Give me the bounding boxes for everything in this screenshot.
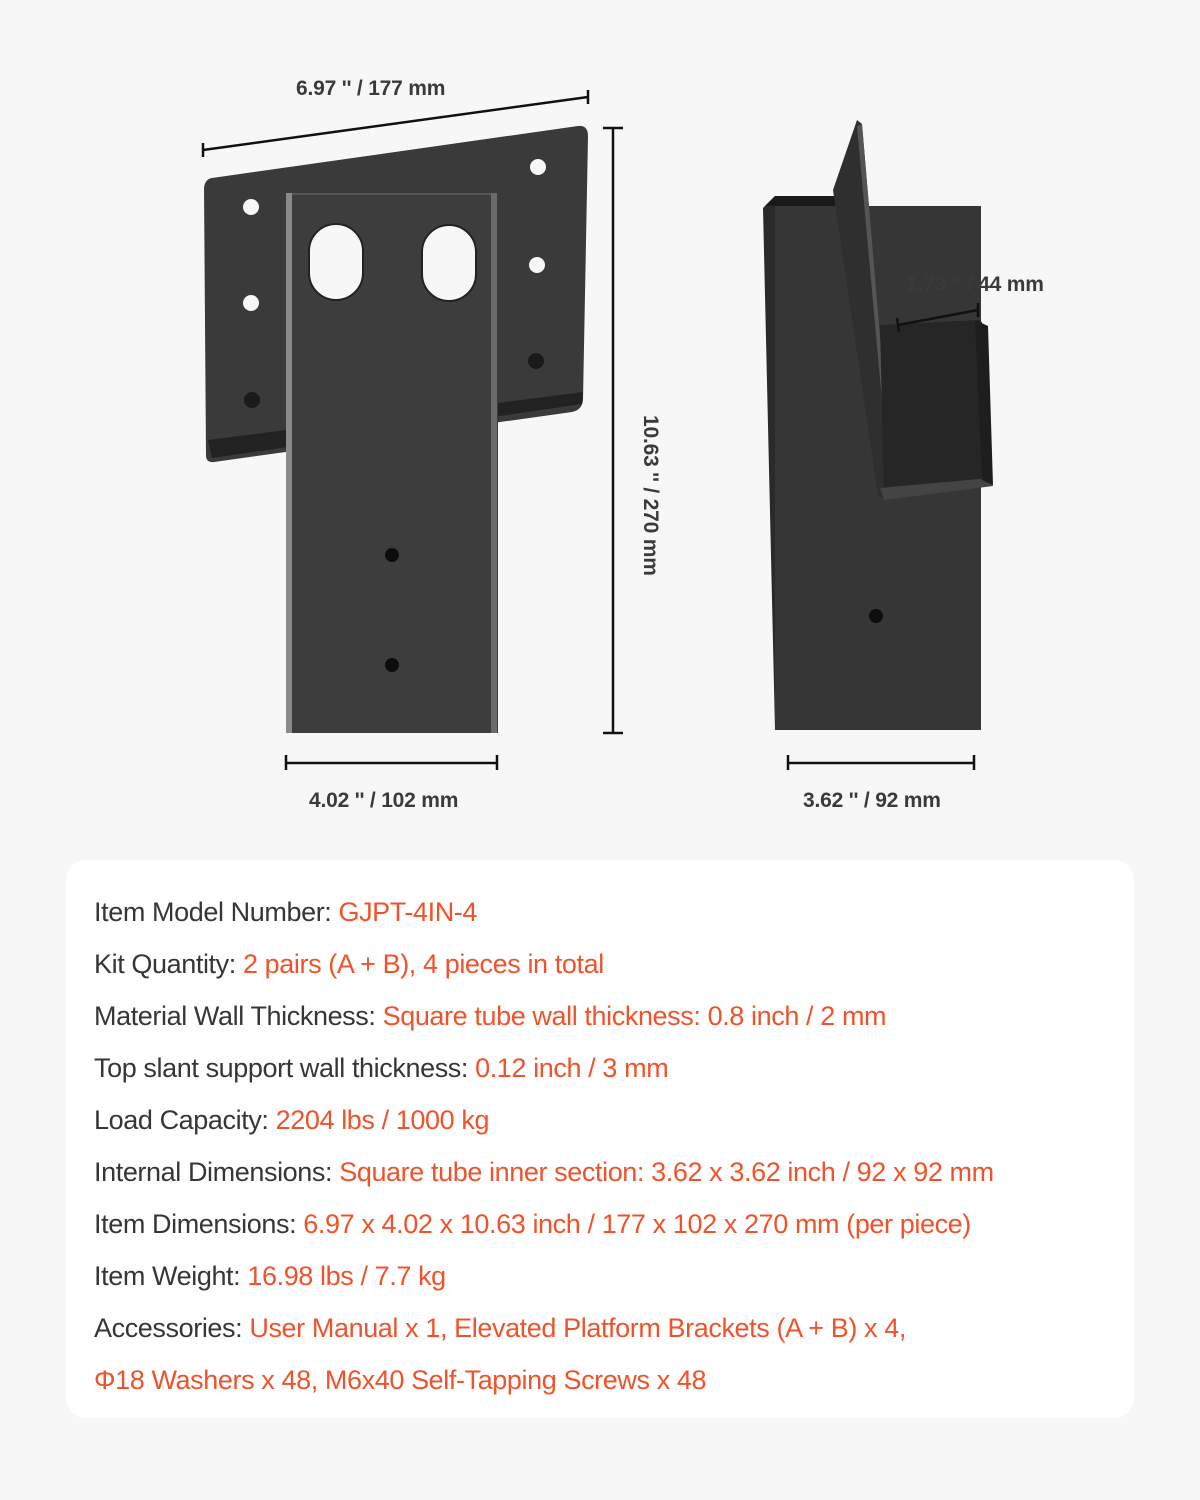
spec-row-material-wall-thickness [94,999,886,1033]
spec-row-item-weight [94,1259,446,1293]
spec-value: 0.12 inch / 3 mm [475,1053,669,1083]
spec-label: Load Capacity: [94,1105,276,1135]
spec-label: Kit Quantity: [94,949,243,979]
top-width-label: 6.97 '' / 177 mm [296,77,446,100]
screw-hole [385,548,399,562]
spec-row-accessories [94,1311,906,1345]
spec-row-internal-dimensions [94,1155,994,1189]
spec-value: User Manual x 1, Elevated Platform Brackets (A + B) x 4, [249,1313,906,1343]
spec-value: 2 pairs (A + B), 4 pieces in total [242,949,604,979]
spec-label: Top slant support wall thickness: [94,1053,476,1083]
spec-row-accessories-continued [94,1363,706,1397]
spec-row-model-number [94,895,477,929]
plate-hole [530,159,546,175]
front-view-bracket [204,126,588,733]
spec-value: 16.98 lbs / 7.7 kg [247,1261,446,1291]
plate-hole [244,392,260,408]
plate-hole [529,257,545,273]
spec-row-kit-quantity [94,947,604,981]
plate-hole [243,295,259,311]
spec-label: Internal Dimensions: [94,1157,340,1187]
slot-width-label: 1.73 '' / 44 mm [906,273,1044,296]
spec-value: Φ18 Washers x 48, M6x40 Self-Tapping Screws x 48 [94,1365,707,1395]
bottom-width-label: 4.02 '' / 102 mm [309,789,459,812]
u-channel [880,320,992,496]
spec-value: 2204 lbs / 1000 kg [275,1105,490,1135]
spec-value: 6.97 x 4.02 x 10.63 inch / 177 x 102 x 270 mm (per piece) [303,1209,971,1239]
side-view-bracket [763,120,993,730]
spec-label: Item Model Number: [94,897,339,927]
slot-hole [422,225,476,301]
slot-hole [309,224,363,300]
screw-hole [385,658,399,672]
side-width-label: 3.62 '' / 92 mm [803,789,941,812]
side-screw-hole [869,609,883,623]
spec-row-item-dimensions [94,1207,971,1241]
spec-row-load-capacity [94,1103,489,1137]
spec-label: Accessories: [94,1313,250,1343]
spec-row-slant-support-thickness [94,1051,668,1085]
spec-value: Square tube inner section: 3.62 x 3.62 inch / 92 x 92 mm [339,1157,994,1187]
plate-hole [243,199,259,215]
plate-hole [528,353,544,369]
spec-value: Square tube wall thickness: 0.8 inch / 2 mm [382,1001,887,1031]
spec-label: Item Dimensions: [94,1209,304,1239]
specifications-card [66,860,1134,1418]
spec-label: Material Wall Thickness: [94,1001,383,1031]
spec-value: GJPT-4IN-4 [338,897,478,927]
spec-label: Item Weight: [94,1261,248,1291]
height-label: 10.63 '' / 270 mm [639,415,662,576]
